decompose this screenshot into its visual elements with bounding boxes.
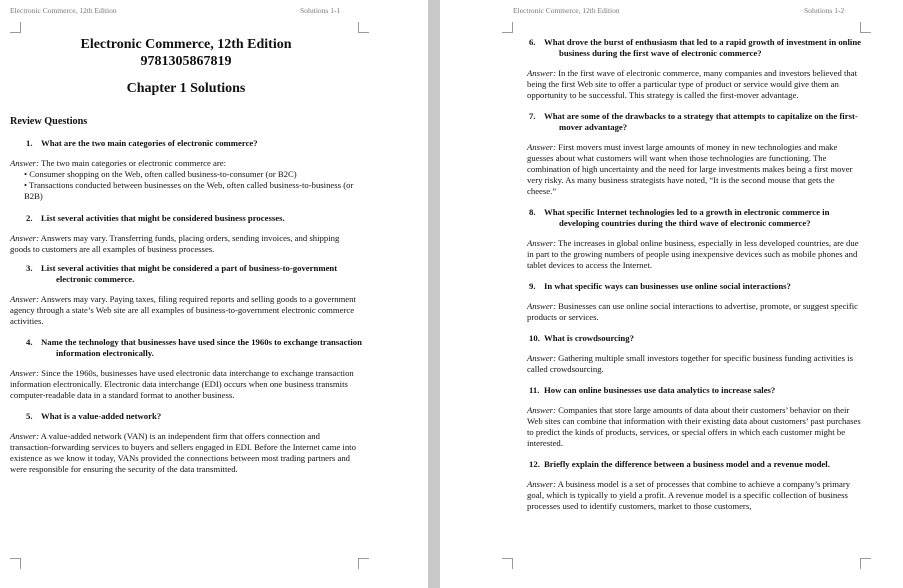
- crop-mark-top-left: [10, 22, 21, 33]
- question-7: 7. What are some of the drawbacks to a strategy that attempts to capitalize on the first-mover advantage?: [529, 111, 858, 132]
- page-header-right: Solutions 1-1: [300, 6, 341, 15]
- answer-1-bullet-2: • Transactions conducted between businesses on the Web, often called business-to-business (or B2B): [24, 180, 354, 201]
- question-9: 9. In what specific ways can businesses use online social interactions?: [529, 281, 791, 291]
- crop-mark-bottom-right: [860, 558, 871, 569]
- crop-mark-bottom-left: [10, 558, 21, 569]
- answer-11: Answer: Companies that store large amounts of data about their customers’ behavior on their Web sites can combine that information with their existing data about customers’ past purchases to predict the kinds of products, services, or special offers in which each customer might be interested.: [527, 405, 861, 448]
- question-5: 5. What is a value-added network?: [26, 411, 162, 421]
- answer-1-bullet-1: • Consumer shopping on the Web, often called business-to-consumer (or B2C): [24, 169, 297, 179]
- crop-mark-top-right: [860, 22, 871, 33]
- question-3: 3. List several activities that might be considered a part of business-to-government electronic commerce.: [26, 263, 338, 284]
- crop-mark-bottom-right: [358, 558, 369, 569]
- crop-mark-top-left: [502, 22, 513, 33]
- page-header-left: Electronic Commerce, 12th Edition: [513, 6, 620, 15]
- question-1: 1. What are the two main categories of electronic commerce?: [26, 138, 258, 148]
- document-title: Electronic Commerce, 12th Edition: [80, 37, 292, 52]
- isbn: 9781305867819: [140, 54, 232, 69]
- question-12: 12. Briefly explain the difference between a business model and a revenue model.: [529, 459, 830, 469]
- section-heading: Review Questions: [10, 116, 88, 127]
- answer-5: Answer: A value-added network (VAN) is an independent firm that offers connection and transaction-forwarding services to buyers and sellers engaged in EDI. Before the Internet came into existence as we know it today, VANs provided the connections between most trading partners and were responsible for ensuring the security of the data transmitted.: [10, 431, 356, 474]
- chapter-title: Chapter 1 Solutions: [126, 81, 246, 96]
- answer-6: Answer: In the first wave of electronic commerce, many companies and investors believed that being the first Web site to offer a particular type of product or service would give them an opportunity to be successful. This strategy is called the first-mover advantage.: [527, 68, 858, 100]
- answer-10: Answer: Gathering multiple small investors together for specific business funding activities is called crowdsourcing.: [527, 353, 853, 374]
- crop-mark-bottom-left: [502, 558, 513, 569]
- answer-9: Answer: Businesses can use online social interactions to advertise, promote, or suggest specific products or services.: [527, 301, 859, 322]
- question-10: 10. What is crowdsourcing?: [529, 333, 634, 343]
- document-page-right: [440, 0, 903, 588]
- page-header-right: Solutions 1-2: [804, 6, 845, 15]
- crop-mark-top-right: [358, 22, 369, 33]
- document-page-left: [0, 0, 428, 588]
- answer-7: Answer: First movers must invest large amounts of money in new technologies and make guesses about what customers will want when those technologies are functioning. The combination of high uncertainty and the need for large investments makes being a first mover very risky. As many business strategists have noted, “It is the second mouse that gets the cheese.”: [527, 142, 853, 196]
- answer-3: Answer: Answers may vary. Paying taxes, filing required reports and selling goods to a government agency through a state’s Web site are all examples of business-to-government electronic commerce activities.: [10, 294, 356, 326]
- question-8: 8. What specific Internet technologies led to a growth in electronic commerce in developing countries during the third wave of electronic commerce?: [529, 207, 830, 228]
- question-4: 4. Name the technology that businesses have used since the 1960s to exchange transaction information electronically.: [26, 337, 362, 358]
- question-11: 11. How can online businesses use data analytics to increase sales?: [529, 385, 776, 395]
- question-6: 6. What drove the burst of enthusiasm that led to a rapid growth of investment in online business during the first wave of electronic commerce?: [529, 37, 862, 58]
- question-2: 2. List several activities that might be considered business processes.: [26, 213, 285, 223]
- right-page-content: [527, 37, 863, 512]
- answer-8: Answer: The increases in global online business, especially in less developed countries, are due in part to the growing numbers of people using inexpensive devices such as mobile phones and tablet devices to access the Internet.: [527, 238, 859, 270]
- answer-1: Answer: The two main categories or electronic commerce are:: [10, 158, 226, 168]
- answer-12: Answer: A business model is a set of processes that combine to achieve a company’s primary goal, which is typically to yield a profit. A revenue model is a specific collection of business processes used to identify customers, market to those customers,: [527, 479, 851, 511]
- left-page-content: [10, 36, 362, 475]
- answer-4: Answer: Since the 1960s, businesses have used electronic data interchange to exchange transaction information electronically. Electronic data interchange (EDI) occurs when one business transmits computer-readable data in a standard format to another business.: [10, 368, 354, 400]
- page-header-left: Electronic Commerce, 12th Edition: [10, 6, 117, 15]
- answer-2: Answer: Answers may vary. Transferring funds, placing orders, sending invoices, and shipping goods to customers are all examples of business processes.: [10, 233, 340, 254]
